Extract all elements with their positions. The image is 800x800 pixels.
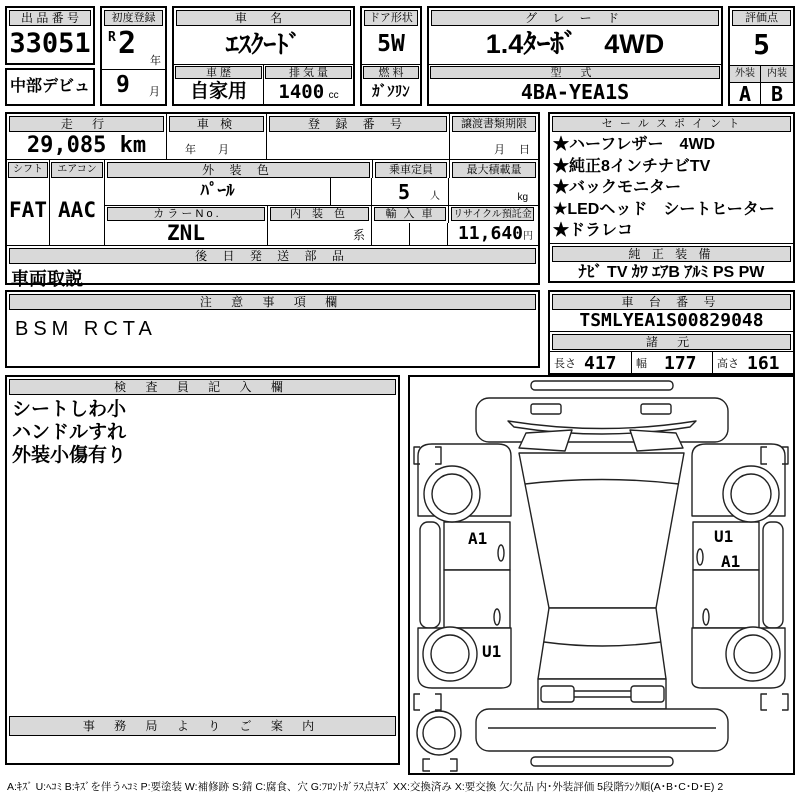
inspector-note: シートしわ小 [12, 399, 127, 420]
caution-value: BSM RCTA [15, 318, 157, 340]
first-registration-label: 初度登録 [104, 10, 163, 26]
length-value: 417 [584, 353, 617, 374]
max-load-unit: kg [517, 192, 528, 203]
door-shape-box [360, 6, 422, 106]
score-value: 5 [730, 26, 793, 66]
wiper-right [630, 430, 683, 451]
first-reg-era: R [108, 30, 116, 45]
wheel-rear-left-inner [431, 635, 469, 673]
rear-bumper [476, 709, 728, 751]
import-cell-2 [410, 223, 448, 245]
vin-label: 車 台 番 号 [552, 294, 791, 310]
car-name-label: 車 名 [176, 10, 351, 26]
rear-bottom-strip [531, 757, 673, 766]
damage-marker: A1 [468, 529, 488, 548]
front-lamp-right [641, 404, 671, 414]
history-value: 自家用 [174, 80, 264, 105]
left-front-door-handle [498, 545, 504, 561]
mileage-value: 29,085 km [7, 132, 167, 159]
transfer-docs-label: 譲渡書類期限 [452, 116, 536, 132]
later-parts-label: 後 日 発 送 部 品 [9, 248, 536, 264]
vin-value: TSMLYEA1S00829048 [579, 310, 764, 331]
shaken-label: 車 検 [169, 116, 264, 132]
bracket-bottom-left [423, 759, 457, 771]
grade-value: 1.4ﾀｰﾎﾞ 4WD [485, 29, 665, 59]
fuel-label: 燃 料 [363, 66, 419, 79]
interior-color-value: 系 [352, 228, 365, 242]
car-outline-diagram [410, 377, 793, 773]
exterior-grade-value: A [730, 83, 761, 105]
caution-box [5, 290, 540, 368]
spare-tire-inner [423, 717, 455, 749]
wheel-front-left-inner [432, 474, 472, 514]
sales-points-label: セ ー ル ス ポ イ ン ト [552, 116, 791, 132]
history-label: 車 歴 [175, 66, 262, 79]
interior-grade-label: 内装 [761, 66, 793, 82]
exterior-color-label: 外 装 色 [107, 162, 370, 178]
score-label: 評価点 [732, 10, 791, 26]
door-shape-value: 5W [377, 31, 405, 57]
spec-label: 諸 元 [552, 334, 791, 350]
exterior-color-value: ﾊﾟｰﾙ [105, 178, 331, 205]
later-parts-value: 車両取説 [11, 269, 83, 289]
displacement-unit: cc [328, 90, 339, 101]
shaken-value: 年 月 [185, 144, 229, 156]
inspector-note: ハンドルすれ [12, 422, 127, 443]
caution-label: 注 意 事 項 欄 [9, 294, 536, 310]
exterior-grade-label: 外装 [730, 66, 761, 82]
tail-light-right [631, 686, 664, 702]
tail-light-left [541, 686, 574, 702]
sales-point-item: ★バックモニター [553, 179, 682, 196]
transfer-docs-value: 月 日 [493, 144, 530, 156]
length-label: 長さ [554, 358, 576, 370]
windshield-roof [519, 453, 684, 608]
wiper-left [519, 430, 572, 451]
damage-marker: U1 [482, 642, 502, 661]
lot-number-value: 33051 [9, 28, 91, 59]
grade-box [427, 6, 723, 106]
color-no-label: カ ラ ー N o . [107, 207, 265, 221]
interior-grade-value: B [770, 83, 784, 105]
right-rear-door-handle [703, 609, 709, 625]
venue-box [5, 68, 95, 106]
capacity-label: 乗車定員 [375, 162, 447, 178]
recycle-unit: 円 [523, 231, 533, 242]
score-box [728, 6, 795, 106]
damage-marker: U1 [714, 527, 734, 546]
right-front-door-handle [697, 549, 703, 565]
aircon-label: エアコン [51, 162, 103, 178]
width-value: 177 [664, 353, 697, 374]
sales-point-item: ★ハーフレザー 4WD [553, 136, 716, 153]
first-reg-month: 9 [116, 72, 130, 98]
lot-number-label: 出 品 番 号 [9, 10, 91, 26]
capacity-unit: 人 [430, 191, 440, 202]
vehicle-detail-grid [5, 112, 540, 289]
first-registration-box [100, 6, 167, 106]
left-rear-door-handle [494, 609, 500, 625]
oem-equipment-label: 純 正 装 備 [552, 246, 791, 262]
import-cell-1 [372, 223, 410, 245]
wheel-front-right-inner [731, 474, 771, 514]
venue-value: 中部デビュ [9, 78, 90, 95]
model-code-value: 4BA-YEA1S [520, 80, 630, 104]
front-top-strip [531, 381, 673, 390]
displacement-label: 排 気 量 [265, 66, 352, 79]
bracket-mid-right [761, 694, 788, 710]
shift-label: シフト [8, 162, 48, 178]
first-reg-month-unit: 月 [149, 86, 160, 98]
max-load-label: 最大積載量 [452, 162, 536, 178]
damage-diagram-box [408, 375, 795, 775]
width-label: 幅 [636, 358, 647, 370]
car-name-value: ｴｽｸｰﾄﾞ [225, 31, 301, 59]
office-notice-label: 事 務 局 よ り ご 案 内 [9, 716, 396, 736]
color-no-value: ZNL [105, 223, 268, 245]
capacity-value: 5 [398, 180, 411, 204]
damage-marker: A1 [721, 552, 741, 571]
recycle-label: リサイクル預託金 [451, 207, 534, 221]
sales-points-box [548, 112, 795, 283]
inspector-notes-label: 検 査 員 記 入 欄 [9, 379, 396, 395]
model-code-label: 型 式 [430, 66, 720, 79]
height-value: 161 [747, 353, 780, 374]
first-reg-year-unit: 年 [150, 55, 161, 67]
lot-number-box [5, 6, 95, 65]
recycle-value: 11,640 [457, 223, 523, 244]
vin-box [548, 290, 795, 375]
fuel-value: ｶﾞｿﾘﾝ [372, 83, 410, 100]
exterior-color-subcell [331, 178, 372, 205]
car-name-box [172, 6, 355, 106]
mileage-label: 走 行 [9, 116, 164, 132]
registration-value [267, 132, 450, 159]
first-reg-year: 2 [118, 26, 137, 61]
registration-label: 登 録 番 号 [269, 116, 447, 132]
oem-equipment-value: ﾅﾋﾞ TV ｶﾜ ｴｱB ｱﾙﾐ PS PW [578, 263, 765, 281]
left-rocker [420, 522, 440, 628]
door-shape-label: ドア形状 [364, 10, 418, 26]
sales-point-item: ★LEDヘッド シートヒーター [553, 200, 775, 218]
front-bumper [476, 398, 728, 442]
grade-label: グ レ ー ド [431, 10, 719, 26]
shift-value: FAT [7, 178, 50, 245]
inspector-notes-box [5, 375, 400, 765]
bracket-mid-left [414, 694, 441, 710]
wheel-rear-right-inner [734, 635, 772, 673]
right-rocker [763, 522, 783, 628]
sales-point-item: ★ドラレコ [553, 222, 634, 239]
sales-point-item: ★純正8インチナビTV [553, 157, 711, 175]
front-lamp-left [531, 404, 561, 414]
height-label: 高さ [717, 358, 739, 370]
inspector-note: 外装小傷有り [12, 445, 127, 466]
interior-color-label: 内 装 色 [270, 207, 369, 221]
aircon-value: AAC [50, 178, 105, 245]
displacement-value: 1400 [278, 81, 325, 103]
import-label: 輸 入 車 [374, 207, 446, 221]
damage-code-legend: A:ｷｽﾞ U:ﾍｺﾐ B:ｷｽﾞを伴うﾍｺﾐ P:要塗装 W:補修跡 S:錆 C:腐食、穴 G:ﾌﾛﾝﾄｶﾞﾗｽ点ｷｽﾞ XX:交換済み X:要交換 欠:欠品 内･外装評価 5段階ﾗﾝｸ順(A･B･C･D･E) 2 [7, 781, 724, 793]
